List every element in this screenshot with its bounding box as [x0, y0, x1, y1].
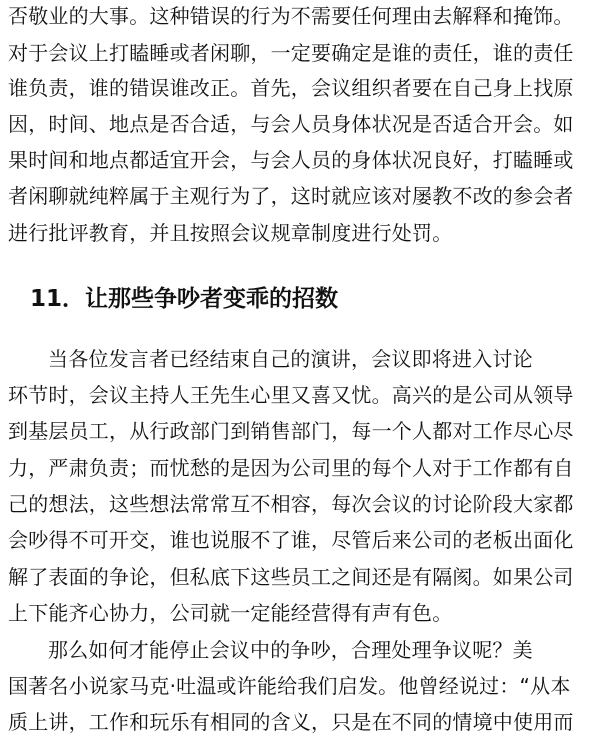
text-line: 会吵得不可开交，谁也说服不了谁，尽管后来公司的老板出面化 — [8, 528, 574, 552]
text-line: 进行批评教育，并且按照会议规章制度进行处罚。 — [8, 221, 453, 245]
text-line: 否敬业的大事。这种错误的行为不需要任何理由去解释和掩饰。 — [8, 4, 574, 28]
text-line: 因，时间、地点是否合适，与会人员身体状况是否适合开会。如 — [8, 112, 574, 136]
text-line: 上下能齐心协力，公司就一定能经营得有声有色。 — [8, 601, 453, 625]
text-line: 质上讲，工作和玩乐有相同的含义，只是在不同的情境中使用而 — [8, 710, 574, 734]
text-line: 国著名小说家马克·吐温或许能给我们启发。他曾经说过：“从本 — [8, 674, 571, 698]
text-line: 到基层员工，从行政部门到销售部门，每一个人都对工作尽心尽 — [8, 419, 574, 443]
text-line: 当各位发言者已经结束自己的演讲，会议即将进入讨论 — [48, 347, 533, 371]
text-line: 谁负责，谁的错误谁改正。首先，会议组织者要在自己身上找原 — [8, 76, 574, 100]
text-line: 果时间和地点都适宜开会，与会人员的身体状况良好，打瞌睡或 — [8, 148, 574, 172]
text-line: 力，严肃负责；而忧愁的是因为公司里的每个人对于工作都有自 — [8, 456, 574, 480]
text-line: 那么如何才能停止会议中的争吵，合理处理争议呢？美 — [48, 638, 533, 662]
text-line: 己的想法，这些想法常常互不相容，每次会议的讨论阶段大家都 — [8, 492, 574, 516]
section-heading: 11．让那些争吵者变乖的招数 — [30, 286, 339, 312]
text-line: 解了表面的争论，但私底下这些员工之间还是有隔阂。如果公司 — [8, 565, 574, 589]
text-line: 环节时，会议主持人王先生心里又喜又忧。高兴的是公司从领导 — [8, 383, 574, 407]
text-line: 对于会议上打瞌睡或者闲聊，一定要确定是谁的责任，谁的责任 — [8, 41, 574, 65]
text-line: 者闲聊就纯粹属于主观行为了，这时就应该对屡教不改的参会者 — [8, 184, 574, 208]
